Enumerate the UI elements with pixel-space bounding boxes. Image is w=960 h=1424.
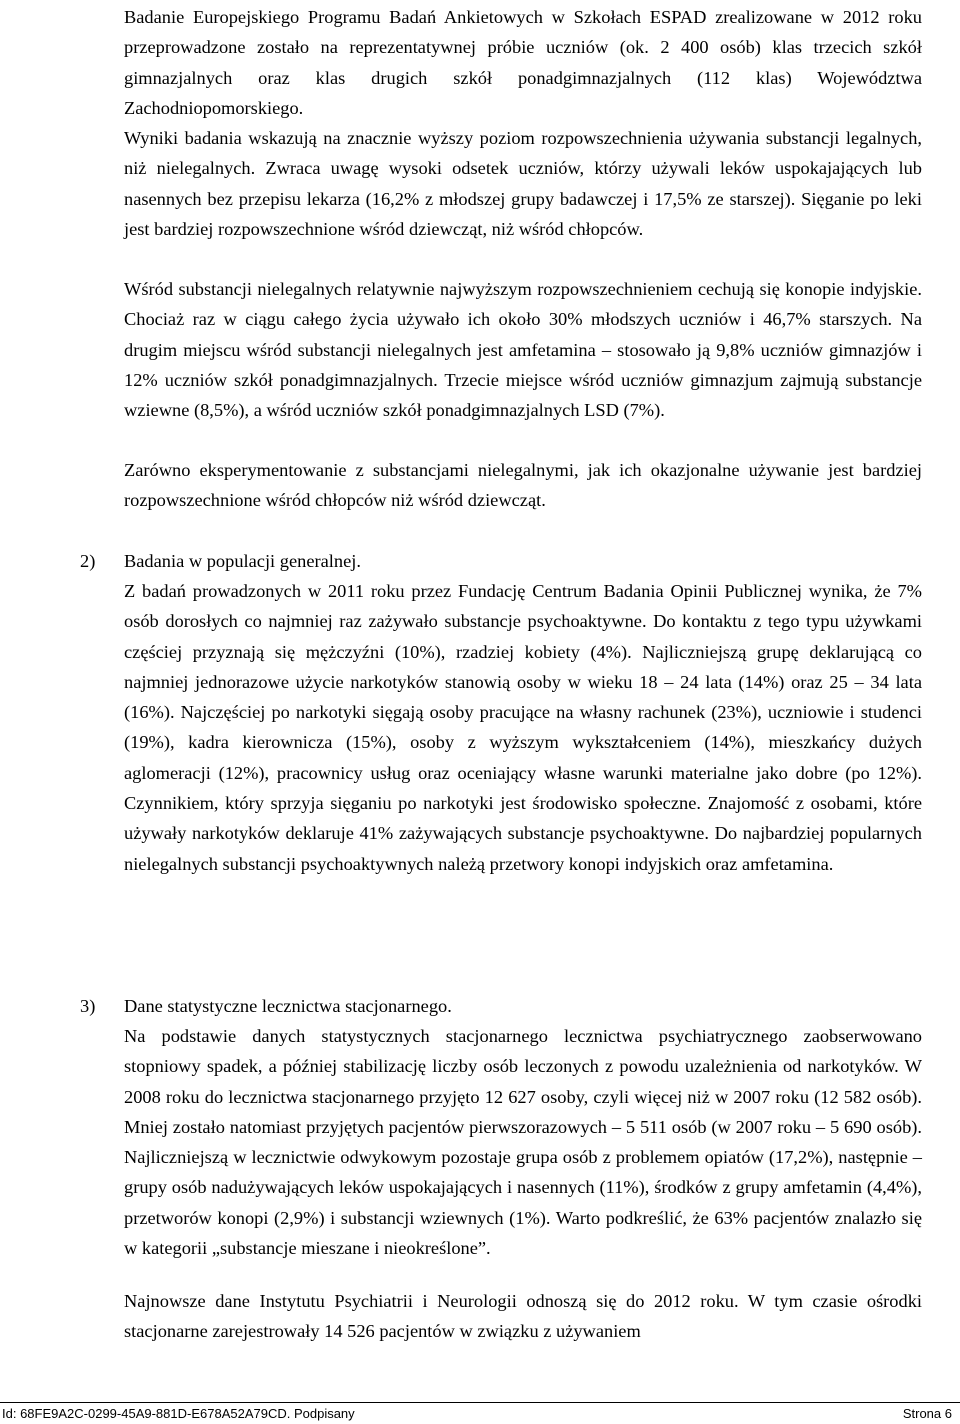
footer-divider [0,1402,960,1403]
intro-paragraph-gender: Zarówno eksperymentowanie z substancjami nielegalnymi, jak ich okazjonalne używanie jest bardziej rozpowszechnione wśród chłopców niż wśród dziewcząt. [124,460,922,511]
section-3-title: Dane statystyczne lecznictwa stacjonarnego. [124,996,452,1016]
section-3-body-continued: Najnowsze dane Instytutu Psychiatrii i Neurologii odnoszą się do 2012 roku. W tym czasie ośrodki stacjonarne zarejestrowały 14 526 pacjentów w związku z używaniem [124,1291,922,1342]
intro-paragraph-results: Wyniki badania wskazują na znacznie wyższy poziom rozpowszechnienia używania substancji legalnych, niż nielegalnych. Zwraca uwagę wysoki odsetek uczniów, którzy używali leków uspokajających lub nasennych bez przepisu lekarza (16,2% z młodszej grupy badawczej i 17,5% ze starszej). Sięganie po leki jest bardziej rozpowszechnione wśród dziewcząt, niż wśród chłopców. [124,128,922,239]
page-number: Strona 6 [902,1406,952,1421]
section-2-heading [80,546,922,576]
section-2-title: Badania w populacji generalnej. [124,551,361,571]
intro-paragraph-illegal-substances: Wśród substancji nielegalnych relatywnie najwyższym rozpowszechnieniem cechują się konopie indyjskie. Chociaż raz w ciągu całego życia używało ich około 30% młodszych uczniów i 46,7% starszych. Na drugim miejscu wśród substancji nielegalnych jest amfetamina – stosowało ją 9,8% uczniów gimnazjów i 12% uczniów szkół ponadgimnazjalnych. Trzecie miejsce wśród uczniów gimnazjum zajmują substancje wziewne (8,5%), a wśród uczniów szkół ponadgimnazjalnych LSD (7%). [124,279,922,421]
section-3-number: 3) [80,996,96,1016]
document-id: Id: 68FE9A2C-0299-45A9-881D-E678A52A79CD. Podpisany [2,1406,355,1421]
section-3-heading [80,991,922,1021]
page-footer [0,1404,960,1424]
intro-paragraph-espad: Badanie Europejskiego Programu Badań Ankietowych w Szkołach ESPAD zrealizowane w 2012 roku przeprowadzone zostało na reprezentatywnej próbie uczniów (ok. 2 400 osób) klas trzecich szkół gimnazjalnych oraz klas drugich szkół ponadgimnazjalnych (112 klas) Województwa Zachodniopomorskiego. [124,7,922,118]
section-2-body: Z badań prowadzonych w 2011 roku przez Fundację Centrum Badania Opinii Publicznej wynika, że 7% osób dorosłych co najmniej raz zażywało substancje psychoaktywne. Do kontaktu z tego typu używkami częściej przyznają się mężczyźni (10%), rzadziej kobiety (4%). Najliczniejszą grupę deklarującą co najmniej jednorazowe użycie narkotyków stanowią osoby w wieku 18 – 24 lata (14%) oraz 25 – 34 lata (16%). Najczęściej po narkotyki sięgają osoby pracujące na własny rachunek (23%), uczniowie i studenci (19%), kadra kierownicza (15%), osoby z wyższym wykształceniem (14%), mieszkańcy dużych aglomeracji (12%), pracownicy usług oraz oceniający własne warunki materialne jako dobre (po 12%). Czynnikiem, który sprzyja sięganiu po narkotyki jest środowisko społeczne. Znajomość z osobami, które używały narkotyków deklaruje 41% zażywających substancje psychoaktywne. Do najbardziej popularnych nielegalnych substancji psychoaktywnych należą przetwory konopi indyjskich oraz amfetamina. [124,581,922,874]
section-2-number: 2) [80,551,96,571]
section-3-body: Na podstawie danych statystycznych stacjonarnego lecznictwa psychiatrycznego zaobserwowano stopniowy spadek, a później stabilizację liczby osób leczonych z powodu uzależnienia od narkotyków. W 2008 roku do lecznictwa stacjonarnego przyjęto 12 627 osoby, czyli więcej niż w 2007 roku (12 582 osób). Mniej zostało natomiast przyjętych pacjentów pierwszorazowych – 5 511 osób (w 2007 roku – 5 690 osób). Najliczniejszą w lecznictwie odwykowym pozostaje grupa osób z problemem opiatów (17,2%), następnie – grupy osób nadużywających leków uspokajających i nasennych (11%), środków z grupy amfetamin (4,4%), przetworów konopi (2,9%) i substancji wziewnych (1%). Warto podkreślić, że 63% pacjentów znalazło się w kategorii „substancje mieszane i nieokreślone”. [124,1026,922,1259]
